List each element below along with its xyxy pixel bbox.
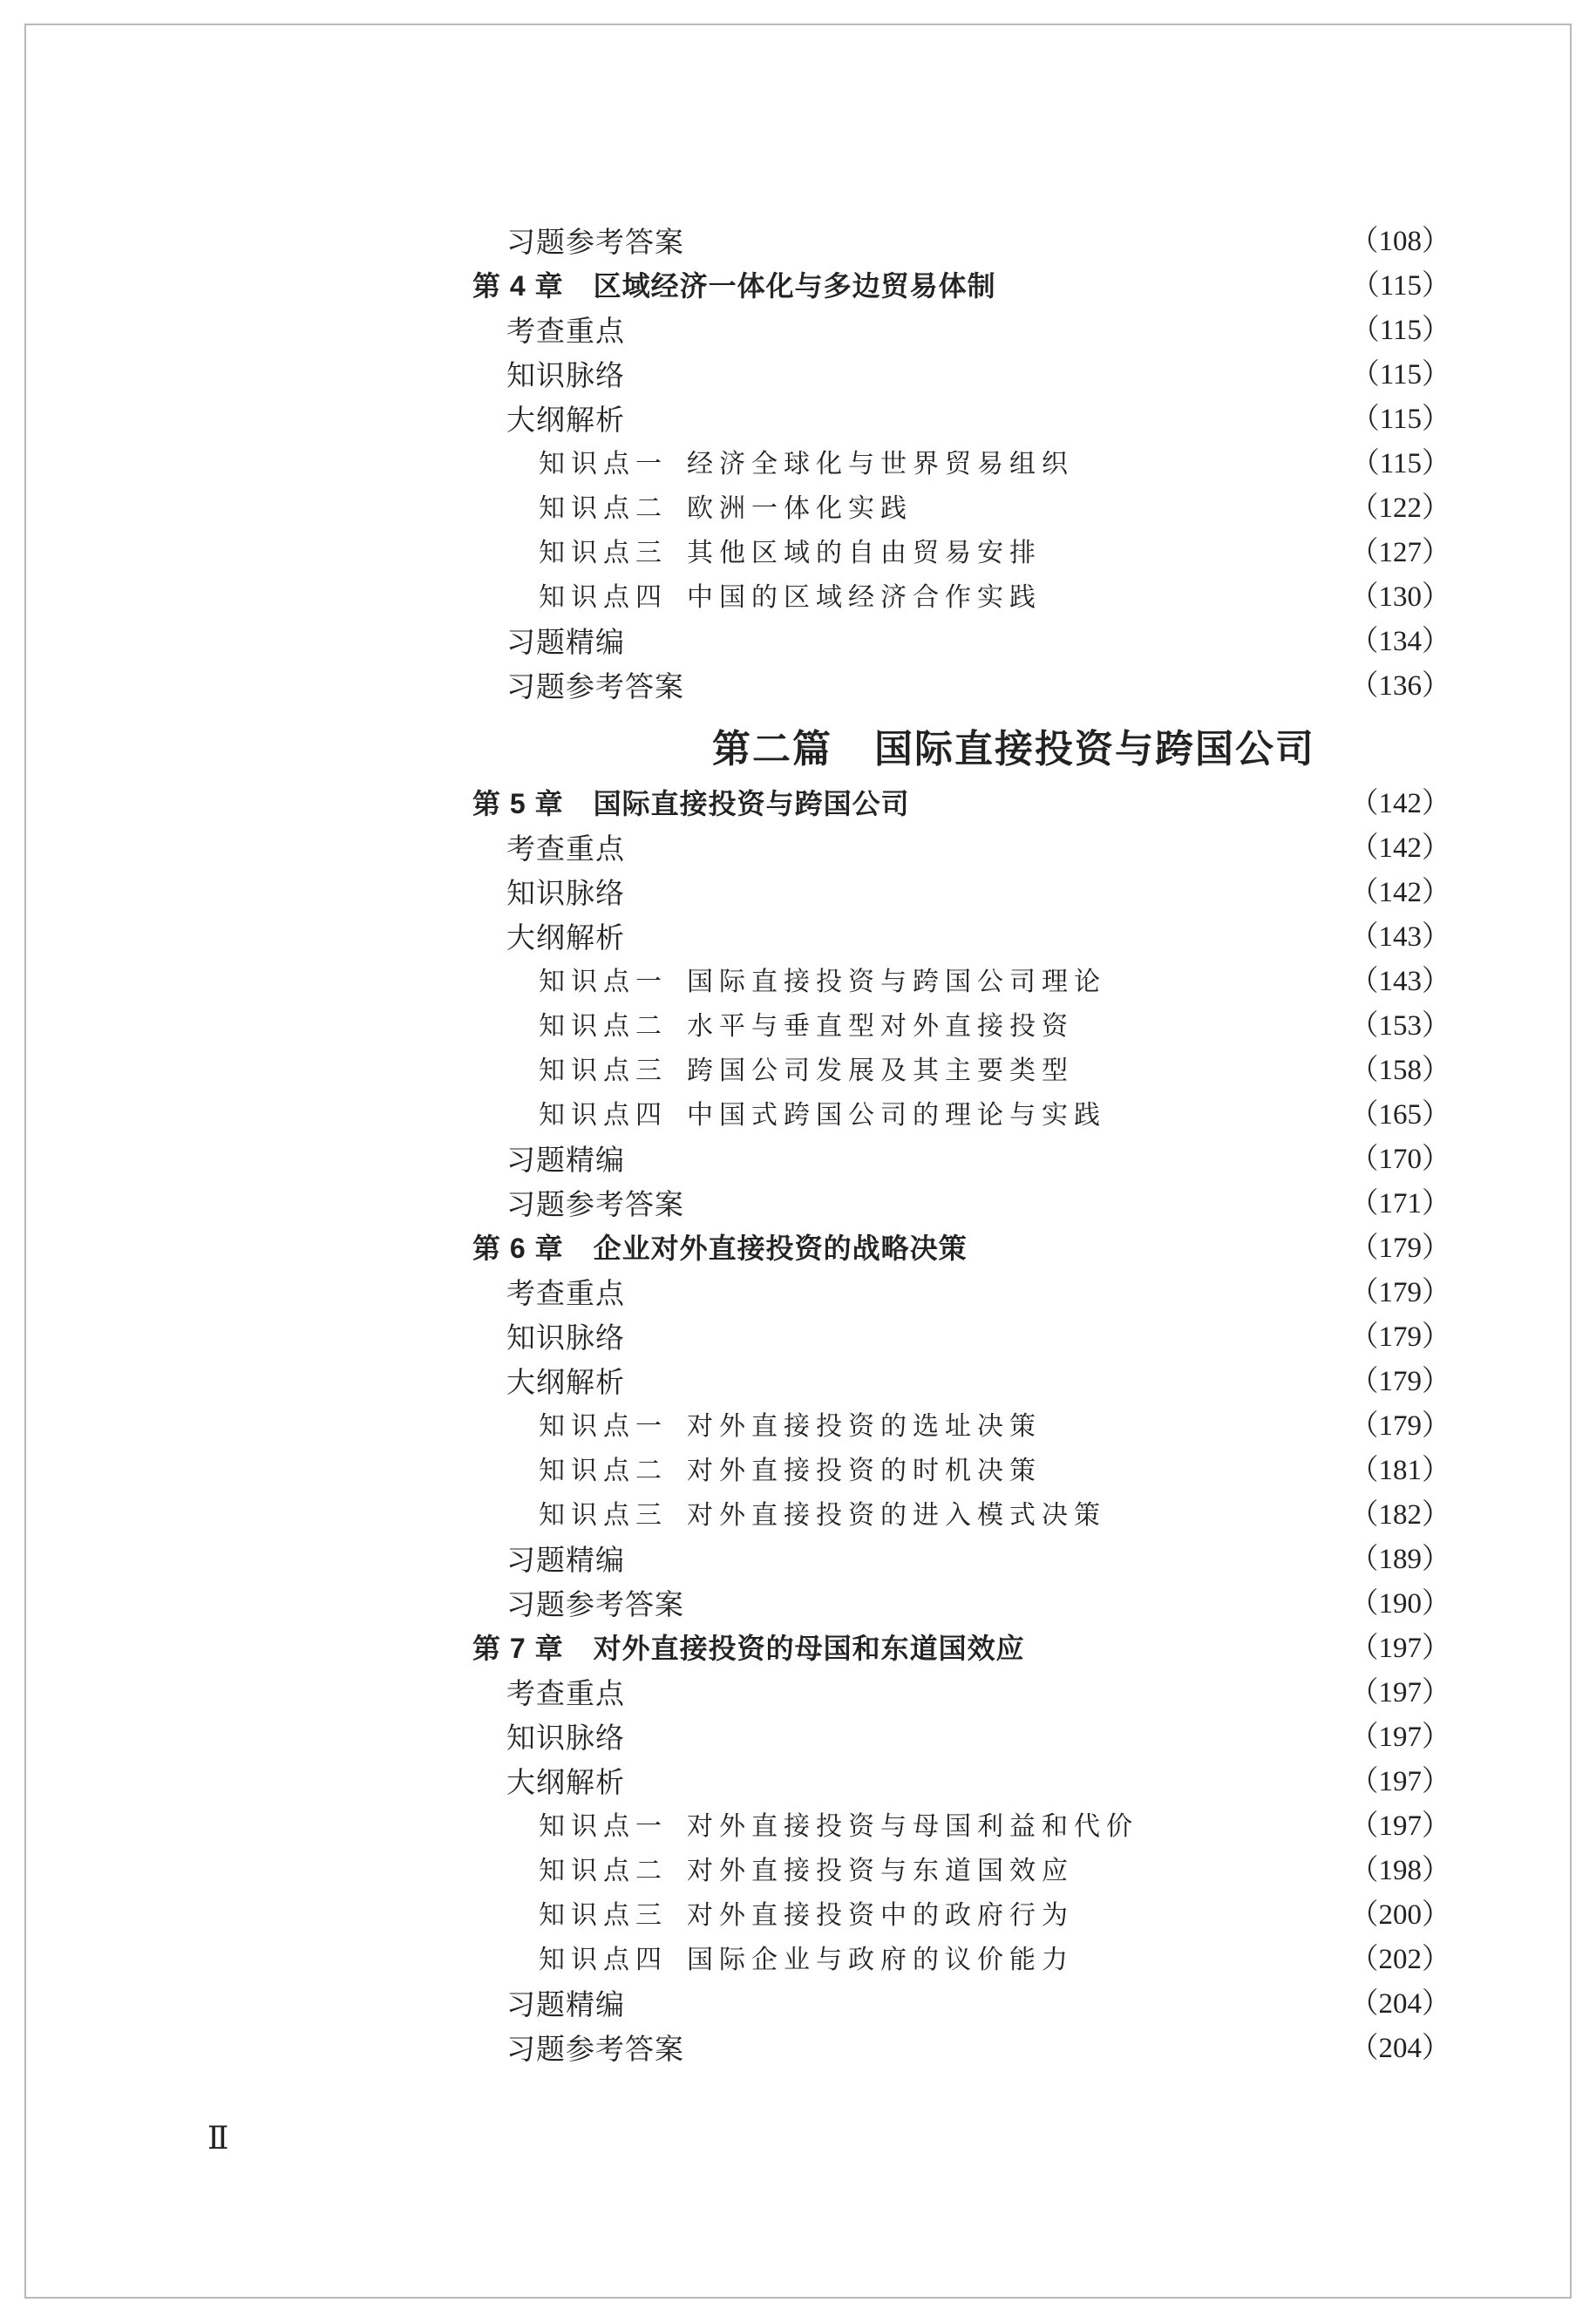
toc-entry-title (506, 1671, 635, 1715)
toc-entry-section[interactable] (472, 1760, 1450, 1804)
toc-entry-title (539, 1849, 1084, 1893)
page-number: （200） (1349, 1899, 1450, 1931)
toc-entry-title (539, 486, 923, 531)
toc-entry-point[interactable] (472, 531, 1450, 575)
toc-entry-text: 国际企业与政府的议价能力 (687, 1945, 1074, 1975)
dot-leader (635, 1138, 1341, 1182)
page-number: （115） (1350, 315, 1450, 346)
toc-entry-point[interactable] (472, 575, 1450, 620)
toc-entry-point[interactable] (472, 1938, 1450, 1982)
page-number: （197） (1349, 1722, 1450, 1753)
page-number: （170） (1349, 1144, 1450, 1175)
toc-entry-text: 习题参考答案 (506, 669, 684, 703)
toc-entry-text: 对外直接投资的母国和东道国效应 (593, 1633, 1025, 1664)
toc-entry-text: 考查重点 (506, 314, 625, 348)
page-number: （130） (1349, 581, 1450, 613)
toc-entry-section[interactable] (472, 620, 1450, 664)
toc-entry-title (506, 1271, 635, 1315)
toc-entry-section[interactable] (472, 1315, 1450, 1360)
toc-entry-section[interactable] (472, 353, 1450, 397)
dot-leader (695, 2027, 1341, 2071)
toc-entry-title (539, 442, 1084, 486)
dot-leader (635, 309, 1342, 353)
toc-entry-text: 企业对外直接投资的战略决策 (593, 1233, 968, 1264)
toc-entry-chapter[interactable] (472, 782, 1450, 826)
toc-entry-section[interactable] (472, 826, 1450, 871)
toc-entry-section[interactable] (472, 1715, 1450, 1760)
toc-entry-text: 对外直接投资的选址决策 (687, 1411, 1042, 1442)
dot-leader (635, 1538, 1341, 1582)
toc-entry-section[interactable] (472, 1538, 1450, 1582)
toc-entry-text: 中国的区域经济合作实践 (687, 582, 1042, 613)
toc-entry-title (506, 826, 635, 871)
page-number: （197） (1349, 1810, 1450, 1842)
toc-entry-title (539, 1004, 1084, 1049)
toc-entry-title (539, 1938, 1084, 1982)
knowledge-point-number: 知识点二 (539, 1456, 668, 1486)
page-number: （108） (1349, 226, 1450, 257)
toc-entry-title (506, 2027, 695, 2071)
page-number: （142） (1349, 788, 1450, 819)
toc-entry-text: 考查重点 (506, 1276, 625, 1310)
dot-leader (635, 620, 1341, 664)
dot-leader (695, 220, 1341, 264)
page-number: （122） (1349, 492, 1450, 524)
toc-entry-title (539, 1449, 1052, 1493)
knowledge-point-number: 知识点四 (539, 582, 668, 613)
toc-entry-title (506, 1315, 635, 1360)
page-number: （190） (1349, 1588, 1450, 1620)
dot-leader (695, 1182, 1341, 1226)
toc-entry-title (506, 871, 635, 915)
page-number: （143） (1349, 921, 1450, 953)
toc-entry-title (472, 1627, 1036, 1671)
toc-entry-text: 知识脉络 (506, 1721, 625, 1755)
knowledge-point-number: 知识点二 (539, 1856, 668, 1886)
toc-entry-title (539, 531, 1052, 575)
toc-entry-point[interactable] (472, 1093, 1450, 1138)
toc-entry-point[interactable] (472, 1449, 1450, 1493)
toc-entry-text: 习题参考答案 (506, 225, 684, 259)
page-number: （136） (1349, 670, 1450, 702)
knowledge-point-number: 知识点四 (539, 1100, 668, 1131)
toc-entry-title (506, 309, 635, 353)
toc-entry-text: 国际直接投资与跨国公司理论 (687, 967, 1106, 997)
toc-entry-text: 对外直接投资的时机决策 (687, 1456, 1042, 1486)
page-number: （134） (1349, 626, 1450, 657)
knowledge-point-number: 知识点一 (539, 967, 668, 997)
toc-entry-title (506, 1715, 635, 1760)
toc-entry-section[interactable] (472, 1982, 1450, 2027)
toc-entry-text: 国际直接投资与跨国公司 (593, 788, 910, 819)
table-of-contents (472, 220, 1450, 2071)
toc-entry-text: 知识脉络 (506, 876, 625, 910)
dot-leader (635, 1360, 1341, 1404)
dot-leader (1052, 1449, 1341, 1493)
knowledge-point-number: 知识点二 (539, 1011, 668, 1042)
knowledge-point-number: 知识点一 (539, 449, 668, 479)
toc-entry-title (539, 1493, 1117, 1538)
toc-entry-text: 习题精编 (506, 1143, 625, 1177)
toc-entry-title (506, 1138, 635, 1182)
toc-entry-text: 考查重点 (506, 1676, 625, 1710)
toc-entry-point[interactable] (472, 1404, 1450, 1449)
toc-entry-text: 对外直接投资中的政府行为 (687, 1900, 1074, 1931)
page-number: （189） (1349, 1544, 1450, 1575)
toc-entry-section[interactable] (472, 664, 1450, 709)
toc-entry-point[interactable] (472, 1893, 1450, 1938)
toc-entry-text: 其他区域的自由贸易安排 (687, 538, 1042, 568)
dot-leader (1052, 1404, 1341, 1449)
toc-entry-text: 习题参考答案 (506, 1187, 684, 1221)
dot-leader (1084, 1004, 1341, 1049)
dot-leader (1007, 264, 1342, 309)
dot-leader (1117, 960, 1341, 1004)
page-number: （179） (1349, 1233, 1450, 1264)
toc-entry-title (472, 1226, 978, 1271)
page-number: （179） (1349, 1410, 1450, 1442)
page-number: （198） (1349, 1855, 1450, 1886)
toc-entry-section[interactable] (472, 1138, 1450, 1182)
toc-entry-section[interactable] (472, 915, 1450, 960)
dot-leader (635, 397, 1342, 442)
page-number: （115） (1350, 404, 1450, 435)
toc-entry-title (539, 1049, 1084, 1093)
page-number: （158） (1349, 1055, 1450, 1086)
toc-entry-section[interactable] (472, 1671, 1450, 1715)
dot-leader (978, 1226, 1341, 1271)
toc-entry-point[interactable] (472, 1049, 1450, 1093)
toc-entry-title (506, 1538, 635, 1582)
toc-entry-title (506, 1582, 695, 1627)
toc-entry-text: 习题参考答案 (506, 2032, 684, 2066)
toc-entry-text: 习题精编 (506, 1543, 625, 1577)
dot-leader (635, 1315, 1341, 1360)
page-number: （115） (1350, 270, 1450, 302)
knowledge-point-number: 知识点二 (539, 493, 668, 524)
toc-entry-text: 大纲解析 (506, 1765, 625, 1799)
toc-entry-text: 中国式跨国公司的理论与实践 (687, 1100, 1106, 1131)
dot-leader (635, 1671, 1341, 1715)
page-number: （204） (1349, 1988, 1450, 2020)
toc-entry-text: 跨国公司发展及其主要类型 (687, 1056, 1074, 1086)
chapter-number: 第 7 章 (472, 1633, 564, 1664)
dot-leader (1084, 1849, 1341, 1893)
toc-entry-point[interactable] (472, 960, 1450, 1004)
toc-entry-text: 大纲解析 (506, 920, 625, 954)
dot-leader (695, 664, 1341, 709)
toc-entry-title (539, 1404, 1052, 1449)
toc-entry-chapter[interactable] (472, 1226, 1450, 1271)
dot-leader (635, 1760, 1341, 1804)
toc-entry-text: 知识脉络 (506, 358, 625, 392)
page-number: （204） (1349, 2033, 1450, 2064)
dot-leader (920, 782, 1341, 826)
toc-entry-text: 区域经济一体化与多边贸易体制 (593, 270, 996, 302)
dot-leader (635, 1715, 1341, 1760)
toc-entry-text: 大纲解析 (506, 1365, 625, 1399)
knowledge-point-number: 知识点一 (539, 1811, 668, 1842)
knowledge-point-number: 知识点三 (539, 1056, 668, 1086)
toc-entry-section[interactable] (472, 871, 1450, 915)
dot-leader (1117, 1093, 1341, 1138)
toc-entry-text: 欧洲一体化实践 (687, 493, 913, 524)
chapter-number: 第 5 章 (472, 788, 564, 819)
toc-entry-title (539, 960, 1117, 1004)
page-number: （115） (1350, 448, 1450, 479)
page-number: （115） (1350, 359, 1450, 391)
page-number: （142） (1349, 877, 1450, 908)
page-number: （182） (1349, 1499, 1450, 1531)
page-number: （153） (1349, 1010, 1450, 1042)
toc-entry-point[interactable] (472, 1493, 1450, 1538)
toc-entry-title (506, 397, 635, 442)
toc-entry-point[interactable] (472, 1849, 1450, 1893)
toc-entry-section[interactable] (472, 1582, 1450, 1627)
page-number: （202） (1349, 1944, 1450, 1975)
page-number: （197） (1349, 1633, 1450, 1664)
dot-leader (923, 486, 1341, 531)
page-number: （127） (1349, 537, 1450, 568)
page-folio: Ⅱ (207, 2121, 229, 2156)
page-number: （181） (1349, 1455, 1450, 1486)
part-title: 国际直接投资与跨国公司 (874, 728, 1315, 771)
knowledge-point-number: 知识点一 (539, 1411, 668, 1442)
toc-entry-section[interactable] (472, 309, 1450, 353)
toc-entry-title (506, 1982, 635, 2027)
toc-entry-text: 对外直接投资与母国利益和代价 (687, 1811, 1138, 1842)
page-number: （171） (1349, 1188, 1450, 1219)
toc-entry-text: 水平与垂直型对外直接投资 (687, 1011, 1074, 1042)
dot-leader (635, 1271, 1341, 1315)
part-number: 第二篇 (712, 728, 832, 771)
toc-entry-section[interactable] (472, 220, 1450, 264)
dot-leader (635, 353, 1342, 397)
toc-entry-point[interactable] (472, 1804, 1450, 1849)
toc-entry-title (539, 1893, 1084, 1938)
toc-entry-text: 考查重点 (506, 832, 625, 866)
toc-entry-title (506, 353, 635, 397)
toc-entry-point[interactable] (472, 486, 1450, 531)
toc-entry-text: 习题精编 (506, 625, 625, 659)
toc-entry-text: 习题参考答案 (506, 1587, 684, 1621)
dot-leader (1084, 442, 1342, 486)
dot-leader (1084, 1938, 1341, 1982)
toc-entry-title (539, 1804, 1149, 1849)
page-number: （143） (1349, 966, 1450, 997)
toc-entry-text: 习题精编 (506, 1987, 625, 2021)
toc-part-heading (472, 709, 1450, 782)
knowledge-point-number: 知识点三 (539, 538, 668, 568)
page-number: （179） (1349, 1366, 1450, 1397)
toc-entry-title (506, 664, 695, 709)
dot-leader (635, 915, 1341, 960)
toc-entry-text: 大纲解析 (506, 403, 625, 437)
dot-leader (1084, 1893, 1341, 1938)
toc-entry-title (539, 1093, 1117, 1138)
toc-entry-title (472, 782, 920, 826)
page-number: （197） (1349, 1766, 1450, 1797)
toc-entry-title (539, 575, 1052, 620)
dot-leader (1149, 1804, 1341, 1849)
page-number: （142） (1349, 832, 1450, 864)
chapter-number: 第 4 章 (472, 270, 564, 302)
page-number: （179） (1349, 1277, 1450, 1308)
page-number: （197） (1349, 1677, 1450, 1708)
dot-leader (1117, 1493, 1341, 1538)
dot-leader (1052, 531, 1341, 575)
toc-entry-point[interactable] (472, 442, 1450, 486)
toc-entry-title (506, 1760, 635, 1804)
dot-leader (1036, 1627, 1341, 1671)
toc-entry-section[interactable] (472, 1271, 1450, 1315)
toc-entry-chapter[interactable] (472, 264, 1450, 309)
toc-entry-title (506, 620, 635, 664)
toc-entry-text: 知识脉络 (506, 1321, 625, 1355)
dot-leader (635, 826, 1341, 871)
toc-entry-chapter[interactable] (472, 1627, 1450, 1671)
dot-leader (1052, 575, 1341, 620)
dot-leader (635, 1982, 1341, 2027)
dot-leader (635, 871, 1341, 915)
toc-entry-title (472, 264, 1007, 309)
toc-entry-text: 经济全球化与世界贸易组织 (687, 449, 1074, 479)
toc-entry-title (506, 1360, 635, 1404)
toc-entry-section[interactable] (472, 1360, 1450, 1404)
toc-entry-title (506, 1182, 695, 1226)
toc-entry-title (506, 915, 635, 960)
knowledge-point-number: 知识点三 (539, 1500, 668, 1531)
knowledge-point-number: 知识点四 (539, 1945, 668, 1975)
dot-leader (695, 1582, 1341, 1627)
toc-entry-section[interactable] (472, 2027, 1450, 2071)
toc-entry-section[interactable] (472, 1182, 1450, 1226)
toc-entry-section[interactable] (472, 397, 1450, 442)
toc-entry-text: 对外直接投资与东道国效应 (687, 1856, 1074, 1886)
toc-entry-text: 对外直接投资的进入模式决策 (687, 1500, 1106, 1531)
dot-leader (1084, 1049, 1341, 1093)
page-number: （165） (1349, 1099, 1450, 1131)
knowledge-point-number: 知识点三 (539, 1900, 668, 1931)
chapter-number: 第 6 章 (472, 1233, 564, 1264)
page-number: （179） (1349, 1321, 1450, 1353)
toc-entry-point[interactable] (472, 1004, 1450, 1049)
toc-entry-title (506, 220, 695, 264)
